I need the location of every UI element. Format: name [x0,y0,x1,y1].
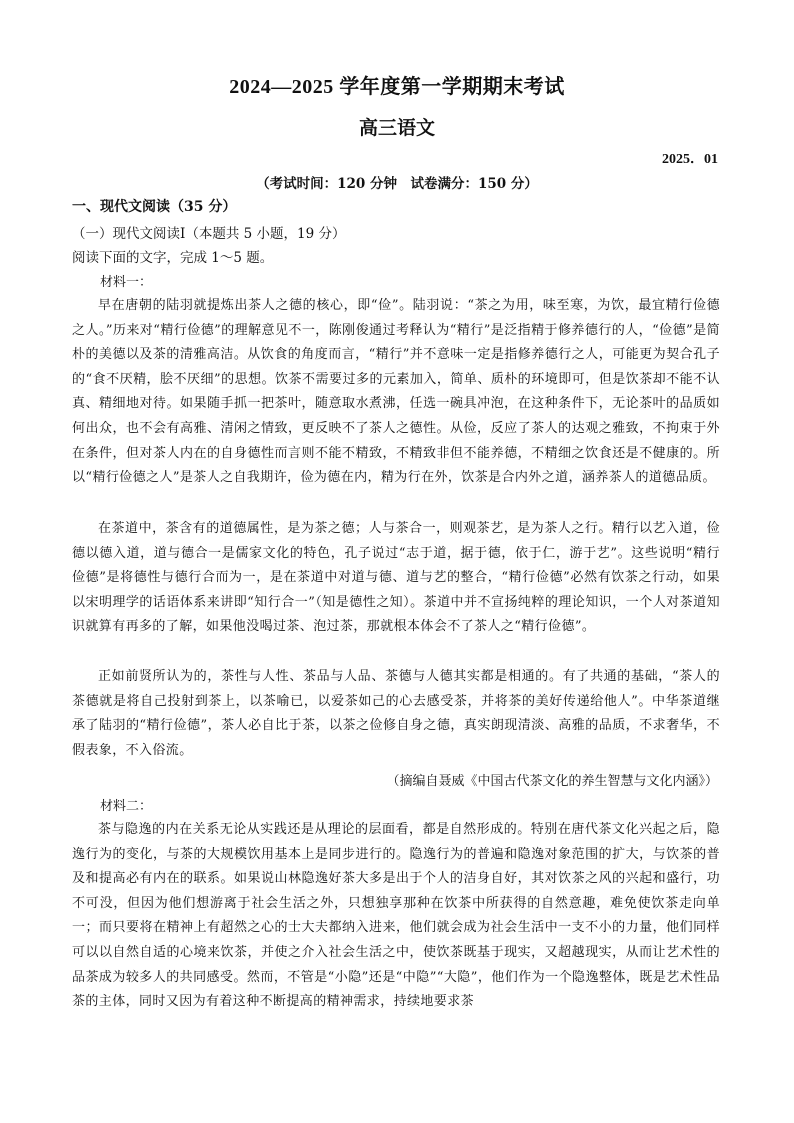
material-one-paragraph-3: 正如前贤所认为的，茶性与人性、茶品与人品、茶德与人德其实都是相通的。有了共通的基础，“茶人的茶德就是将自己投射到茶上，以茶喻已，以爱茶如己的心去感受茶，并将茶的美好传递给他人”。中华茶道继承了陆羽的“精行俭德”，茶人必自比于茶，以茶之俭修自身之德，真实朗现清淡、高雅的品质，不求奢华，不假表象，不入俗流。 [72,669,720,758]
exam-time-score-info: （考试时间：120 分钟 试卷满分：150 分） [256,176,538,192]
material-one-paragraph-2: 在茶道中，茶含有的道德属性，是为茶之德；人与茶合一，则观茶艺，是为茶人之行。精行以艺入道，俭德以德入道，道与德合一是儒家文化的特色，孔子说过“志于道，据于德，依于仁，游于艺”。这些说明“精行俭德”是将德性与德行合而为一，是在茶道中对道与德、道与艺的整合，“精行俭德”必然有饮茶之行动，如果以宋明理学的话语体系来讲即“知行合一”（知是德性之知）。茶道中并不宣扬纯粹的理论知识，一个人对茶道知识就算有再多的了解，如果他没喝过茶、泡过茶，那就根本体会不了茶人之“精行俭德”。 [72,521,720,635]
material-one-paragraph-1: 早在唐朝的陆羽就提炼出茶人之德的核心，即“俭”。陆羽说：“茶之为用，味至寒，为饮，最宜精行俭德之人。”历来对“精行俭德”的理解意见不一，陈刚俊通过考释认为“精行”是泛指精于修养德行的人，“俭德”是简朴的美德以及茶的清雅高洁。从饮食的角度而言，“精行”并不意味一定是指修养德行之人，可能更为契合孔子的“食不厌精，脍不厌细”的思想。饮茶不需要过多的元素加入，简单、质朴的环境即可，但是饮茶却不能不认真、精细地对待。如果随手抓一把茶叶，随意取水煮沸，任选一碗具冲泡，在这种条件下，无论茶叶的品质如何出众，也不会有高雅、清闲之情致，更反映不了茶人之德性。从俭，反应了茶人的达观之雅致，不拘束于外在条件，但对茶人内在的自身德性而言则不能不精致，不精致非但不能养德，不精细之饮食还是不健康的。所以“精行俭德之人”是茶人之自我期许，俭为德在内，精为行在外，饮茶是合内外之道，涵养茶人的道德品质。 [72,298,720,486]
reading-instruction: 阅读下面的文字，完成 1～5 题。 [72,250,274,266]
material-two-label: 材料二： [100,799,153,814]
material-one-label: 材料一： [100,275,153,290]
section-heading: 一、现代文阅读（35 分） [72,199,237,215]
exam-date: 2025．01 [662,152,718,167]
exam-subject: 高三语文 [358,117,435,139]
exam-title: 2024—2025 学年度第一学期期末考试 [229,76,565,98]
section-subheading: （一）现代文阅读Ⅰ（本题共 5 小题，19 分） [72,226,346,242]
material-two-paragraph: 茶与隐逸的内在关系无论从实践还是从理论的层面看，都是自然形成的。特别在唐代茶文化兴起之后，隐逸行为的变化，与茶的大规模饮用基本上是同步进行的。隐逸行为的普遍和隐逸对象范围的扩大，与饮茶的普及和提高必有内在的联系。如果说山林隐逸好茶大多是出于个人的洁身自好，其对饮茶之风的兴起和盛行，功不可没，但因为他们想游离于社会生活之外，只想独享那种在饮茶中所获得的自然意趣，难免使饮茶走向单一；而只要将在精神上有超然之心的士大夫都纳入进来，他们就会成为社会生活中一支不小的力量，他们同样可以以自然自适的心境来饮茶，并使之介入社会生活之中，使饮茶既基于现实，又超越现实，从而让艺术性的品茶成为较多人的共同感受。然而，不管是“小隐”还是“中隐”“大隐”，他们作为一个隐逸整体，既是艺术性品茶的主体，同时又因为有着这种不断提高的精神需求，持续地要求茶 [72,822,720,1010]
material-one-source: （摘编自聂威《中国古代茶文化的养生智慧与文化内涵》） [386,774,718,789]
